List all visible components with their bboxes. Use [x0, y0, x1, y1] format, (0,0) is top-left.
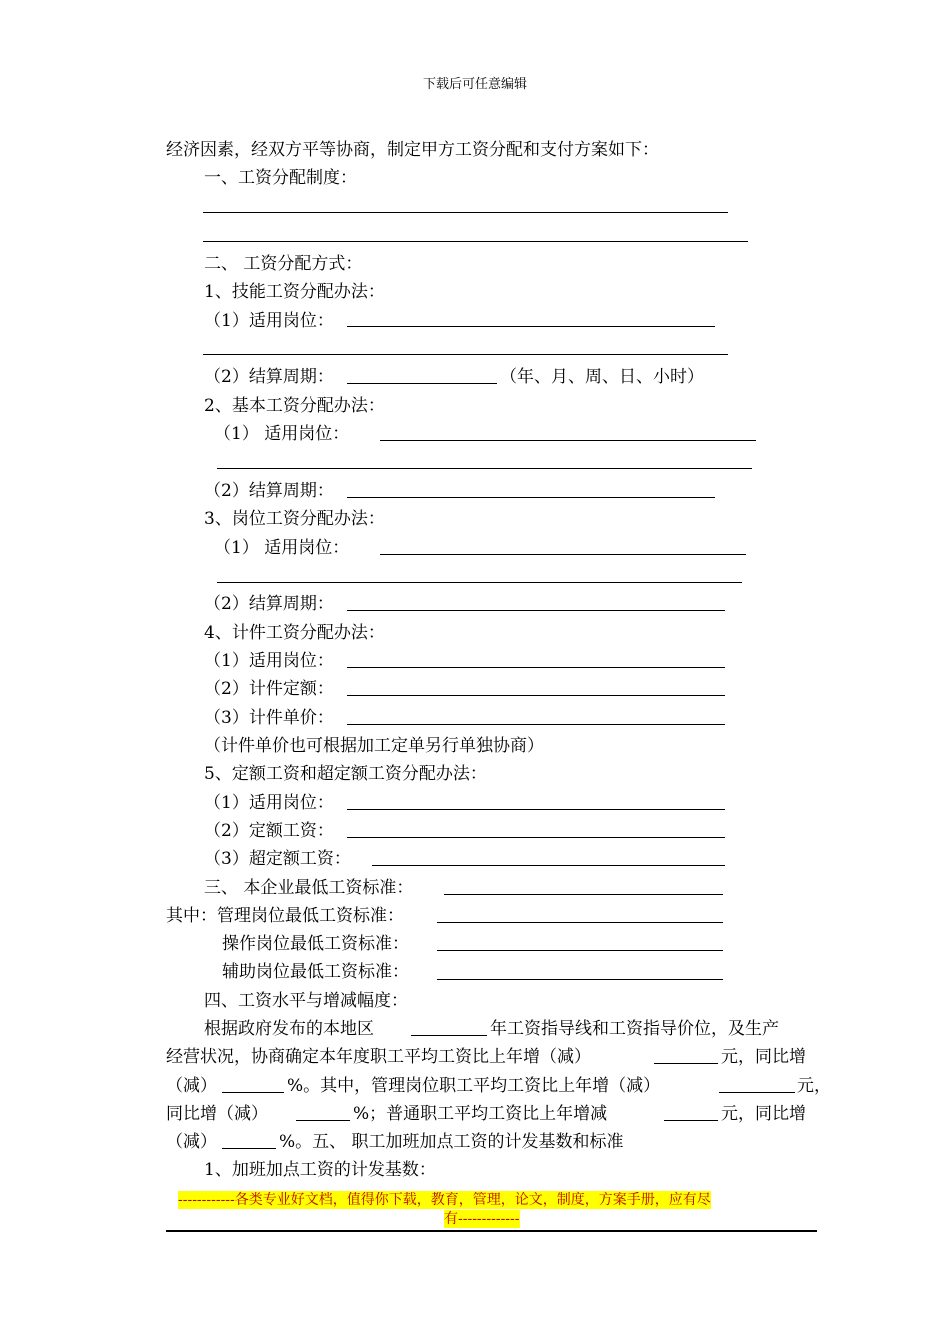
method-3-title: 3、岗位工资分配办法：: [204, 509, 385, 529]
blank-line: [347, 724, 725, 725]
method-4-note: （计件单价也可根据加工定单另行单独协商）: [204, 736, 544, 756]
method-4-post-label: （1）适用岗位：: [204, 651, 334, 671]
para-text: %。其中，管理岗位职工平均工资比上年增（减）: [287, 1076, 661, 1096]
method-2-period-label: （2）结算周期：: [204, 481, 334, 501]
para-text: 根据政府发布的本地区: [204, 1019, 374, 1039]
method-2-post-label: （1） 适用岗位：: [214, 424, 350, 444]
para-text: 经营状况，协商确定本年度职工平均工资比上年增（减）: [166, 1047, 591, 1067]
blank-line: [437, 950, 723, 951]
method-5-post-label: （1）适用岗位：: [204, 793, 334, 813]
blank-line: [372, 865, 725, 866]
blank-line: [347, 610, 725, 611]
para-text: 年工资指导线和工资指导价位，及生产: [490, 1019, 779, 1039]
blank-line: [719, 1092, 795, 1093]
method-3-post-label: （1） 适用岗位：: [214, 538, 350, 558]
para-text: 元，: [797, 1076, 831, 1096]
para-text: %。五、 职工加班加点工资的计发基数和标准: [279, 1132, 624, 1152]
blank-line: [217, 582, 742, 583]
blank-line: [380, 440, 756, 441]
method-1-title: 1、技能工资分配办法：: [204, 282, 385, 302]
footer-rule: [166, 1230, 817, 1232]
method-1-post-label: （1）适用岗位：: [204, 311, 334, 331]
blank-line: [296, 1120, 350, 1121]
section-2-heading: 二、 工资分配方式：: [204, 254, 363, 274]
blank-line: [347, 383, 497, 384]
footer-banner-line-2: 有-------------: [444, 1211, 520, 1227]
section-3-heading: 三、 本企业最低工资标准：: [204, 878, 414, 898]
para-text: （减）: [166, 1076, 217, 1096]
blank-line: [347, 809, 725, 810]
blank-line: [347, 667, 725, 668]
method-4-price-label: （3）计件单价：: [204, 708, 334, 728]
method-1-period-label: （2）结算周期：: [204, 367, 334, 387]
blank-line: [203, 241, 748, 242]
footer-banner-line-1: ------------各类专业好文档，值得你下载，教育，管理，论文，制度，方案手册，应有尽: [178, 1192, 711, 1208]
blank-line: [347, 497, 715, 498]
section-5-item-1: 1、加班加点工资的计发基数：: [204, 1160, 436, 1180]
para-text: 同比增（减）: [166, 1104, 268, 1124]
method-5-quota-label: （2）定额工资：: [204, 821, 334, 841]
intro-line: 经济因素，经双方平等协商，制定甲方工资分配和支付方案如下：: [166, 140, 659, 160]
method-1-period-note: （年、月、周、日、小时）: [500, 367, 704, 387]
method-4-title: 4、计件工资分配办法：: [204, 623, 385, 643]
blank-line: [203, 354, 728, 355]
oper-min-wage-label: 操作岗位最低工资标准：: [222, 934, 409, 954]
method-4-quota-label: （2）计件定额：: [204, 679, 334, 699]
blank-line: [222, 1148, 276, 1149]
blank-line: [664, 1120, 718, 1121]
blank-line: [444, 894, 723, 895]
section-4-heading: 四、工资水平与增减幅度：: [204, 991, 408, 1011]
mgmt-min-wage-label: 其中：管理岗位最低工资标准：: [166, 906, 404, 926]
blank-line: [203, 212, 728, 213]
para-text: （减）: [166, 1132, 217, 1152]
blank-line: [437, 979, 723, 980]
para-text: 元，同比增: [721, 1104, 806, 1124]
aux-min-wage-label: 辅助岗位最低工资标准：: [222, 962, 409, 982]
para-text: %；普通职工平均工资比上年增减: [353, 1104, 608, 1124]
section-1-heading: 一、工资分配制度：: [204, 168, 357, 188]
method-3-period-label: （2）结算周期：: [204, 594, 334, 614]
blank-line: [654, 1063, 718, 1064]
blank-line: [222, 1092, 284, 1093]
blank-line: [411, 1035, 487, 1036]
blank-line: [347, 695, 725, 696]
blank-line: [347, 326, 715, 327]
method-5-title: 5、定额工资和超定额工资分配办法：: [204, 764, 487, 784]
blank-line: [380, 554, 746, 555]
blank-line: [437, 922, 723, 923]
page-header: 下载后可任意编辑: [422, 77, 527, 92]
blank-line: [217, 468, 752, 469]
method-5-over-label: （3）超定额工资：: [204, 849, 351, 869]
para-text: 元，同比增: [721, 1047, 806, 1067]
blank-line: [347, 837, 725, 838]
method-2-title: 2、基本工资分配办法：: [204, 396, 385, 416]
